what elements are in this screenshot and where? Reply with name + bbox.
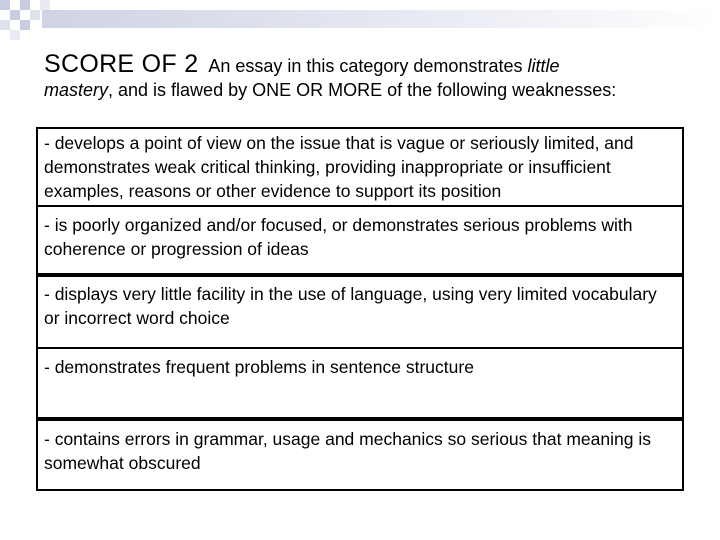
score-label: SCORE OF 2 [44, 50, 199, 78]
criterion-box-4 [36, 347, 684, 419]
slide-heading [44, 52, 694, 102]
criterion-text: - is poorly organized and/or focused, or demonstrates serious problems with coherence or progression of ideas [44, 215, 633, 259]
title-gradient-bar [42, 10, 720, 28]
criterion-text: - demonstrates frequent problems in sentence structure [44, 357, 474, 377]
criterion-box-3 [36, 275, 684, 350]
criterion-box-1 [36, 127, 684, 205]
criterion-box-5 [36, 419, 684, 491]
criterion-text: - contains errors in grammar, usage and mechanics so serious that meaning is somewhat obscured [44, 429, 651, 473]
criterion-box-2 [36, 205, 684, 275]
criterion-text: - displays very little facility in the use of language, using very limited vocabulary or incorrect word choice [44, 284, 657, 328]
criterion-text: - develops a point of view on the issue that is vague or seriously limited, and demonstrates weak critical thinking, providing inappropriate or insufficient examples, reasons or other evidence to support its position [44, 133, 634, 201]
heading-text: An essay in this category demonstrates little mastery, and is flawed by ONE OR MORE of the following weaknesses: [44, 56, 617, 100]
